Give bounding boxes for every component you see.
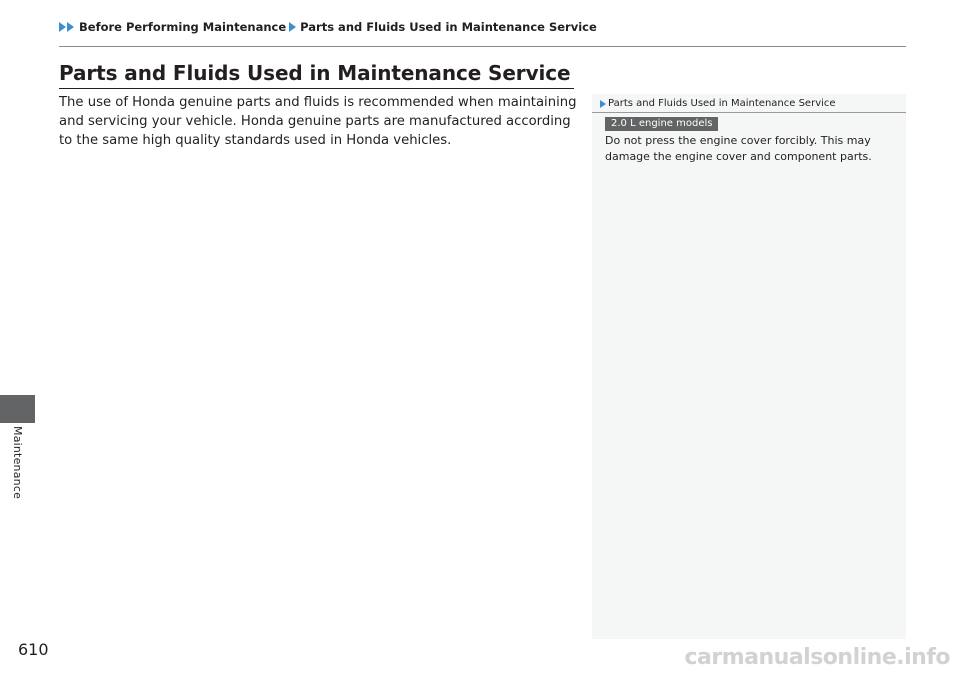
page-title: Parts and Fluids Used in Maintenance Service <box>59 61 571 85</box>
note-text: Do not press the engine cover forcibly. This may damage the engine cover and component parts. <box>605 134 872 163</box>
note-panel <box>592 94 906 639</box>
header-divider <box>59 46 906 47</box>
breadcrumb <box>59 18 597 36</box>
note-marker-icon <box>600 100 606 108</box>
body-paragraph: The use of Honda genuine parts and fluids is recommended when maintaining and servicing your vehicle. Honda genuine parts are manufactured according to the same high quality standards used in Honda vehicles. <box>59 95 577 148</box>
chapter-label[interactable]: Maintenance <box>11 426 24 500</box>
breadcrumb-arrow-icon <box>67 22 74 32</box>
breadcrumb-item-parts-and-fluids[interactable]: Parts and Fluids Used in Maintenance Service <box>300 20 597 34</box>
model-badge: 2.0 L engine models <box>605 117 718 131</box>
watermark: carmanualsonline.info <box>684 645 950 670</box>
breadcrumb-item-before-performing-maintenance[interactable]: Before Performing Maintenance <box>79 20 287 34</box>
note-header-label[interactable]: Parts and Fluids Used in Maintenance Service <box>608 98 836 109</box>
note-header <box>600 98 836 109</box>
chapter-tab[interactable] <box>0 395 35 423</box>
breadcrumb-arrow-icon <box>59 22 66 32</box>
breadcrumb-arrow-icon <box>289 22 296 32</box>
title-underline <box>59 88 574 89</box>
page-number: 610 <box>18 640 49 659</box>
note-divider <box>592 112 906 113</box>
